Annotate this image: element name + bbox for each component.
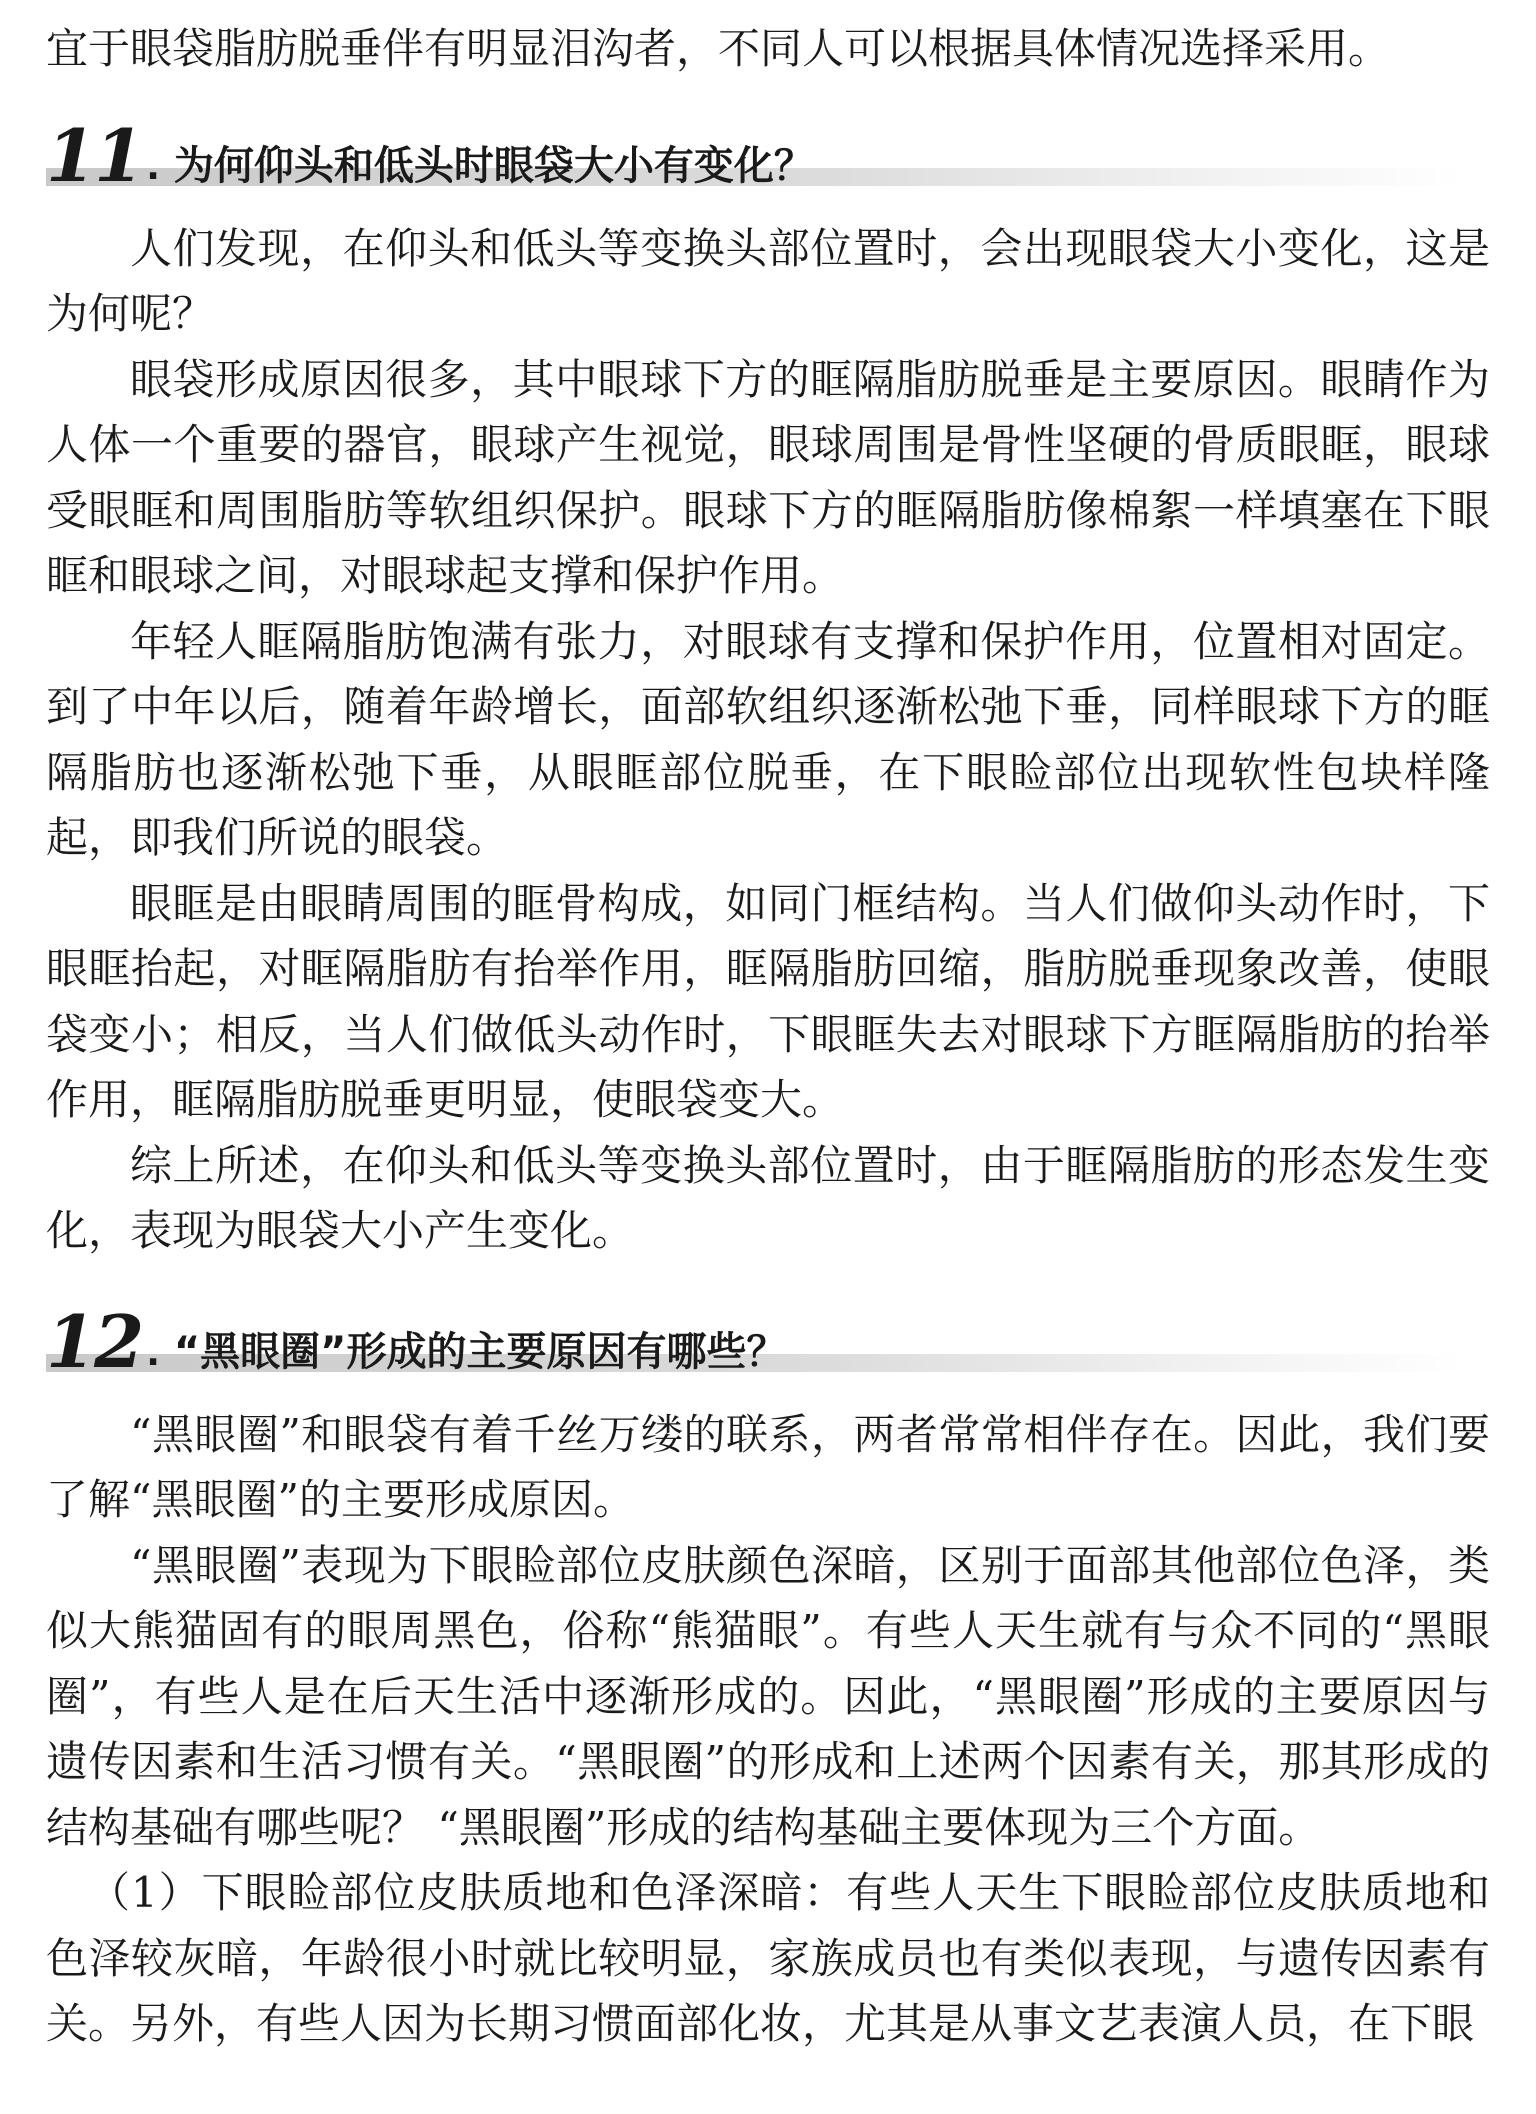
section-number: 12 (46, 1298, 143, 1384)
section-11-body (46, 216, 1490, 1264)
paragraph: “黑眼圈”表现为下眼睑部位皮肤颜色深暗，区别于面部其他部位色泽，类似大熊猫固有的眼周黑色，俗称“熊猫眼”。有些人天生就有与众不同的“黑眼圈”，有些人是在后天生活中逐渐形成的。因此，“黑眼圈”形成的主要原因与遗传因素和生活习惯有关。“黑眼圈”的形成和上述两个因素有关，那其形成的结构基础有哪些呢？ “黑眼圈”形成的结构基础主要体现为三个方面。 (46, 1540, 1490, 1852)
top-continuation-line: 宜于眼袋脂肪脱垂伴有明显泪沟者，不同人可以根据具体情况选择采用。 (46, 24, 1391, 73)
paragraph: 综上所述，在仰头和低头等变换头部位置时，由于眶隔脂肪的形态发生变化，表现为眼袋大小产生变化。 (46, 1140, 1490, 1255)
paragraph: （1）下眼睑部位皮肤质地和色泽深暗：有些人天生下眼睑部位皮肤质地和色泽较灰暗，年龄很小时就比较明显，家族成员也有类似表现，与遗传因素有关。另外，有些人因为长期习惯面部化妆，尤其是从事文艺表演人员，在下眼 (46, 1868, 1490, 2048)
section-number-dot: . (146, 1332, 160, 1374)
paragraph: 眼眶是由眼睛周围的眶骨构成，如同门框结构。当人们做仰头动作时，下眼眶抬起，对眶隔脂肪有抬举作用，眶隔脂肪回缩，脂肪脱垂现象改善，使眼袋变小；相反，当人们做低头动作时，下眼眶失去对眼球下方眶隔脂肪的抬举作用，眶隔脂肪脱垂更明显，使眼袋变大。 (46, 878, 1490, 1124)
paragraph: 眼袋形成原因很多，其中眼球下方的眶隔脂肪脱垂是主要原因。眼睛作为人体一个重要的器官，眼球产生视觉，眼球周围是骨性坚硬的骨质眼眶，眼球受眼眶和周围脂肪等软组织保护。眼球下方的眶隔脂肪像棉絮一样填塞在下眼眶和眼球之间，对眼球起支撑和保护作用。 (46, 354, 1490, 600)
paragraph: 人们发现，在仰头和低头等变换头部位置时，会出现眼袋大小变化，这是为何呢？ (46, 223, 1490, 338)
section-number-dot: . (146, 146, 160, 188)
section-12-heading (46, 1282, 1490, 1386)
section-title: 为何仰头和低头时眼袋大小有变化？ (173, 142, 814, 189)
paragraph: “黑眼圈”和眼袋有着千丝万缕的联系，两者常常相伴存在。因此，我们要了解“黑眼圈”的主要形成原因。 (46, 1409, 1490, 1524)
page (46, 0, 1490, 2057)
section-number: 11 (46, 112, 143, 198)
section-title: “黑眼圈”形成的主要原因有哪些？ (173, 1328, 787, 1375)
paragraph: 年轻人眶隔脂肪饱满有张力，对眼球有支撑和保护作用，位置相对固定。到了中年以后，随着年龄增长，面部软组织逐渐松弛下垂，同样眼球下方的眶隔脂肪也逐渐松弛下垂，从眼眶部位脱垂，在下眼睑部位出现软性包块样隆起，即我们所说的眼袋。 (46, 616, 1490, 862)
section-12-body (46, 1402, 1490, 2057)
section-11-heading (46, 96, 1490, 200)
